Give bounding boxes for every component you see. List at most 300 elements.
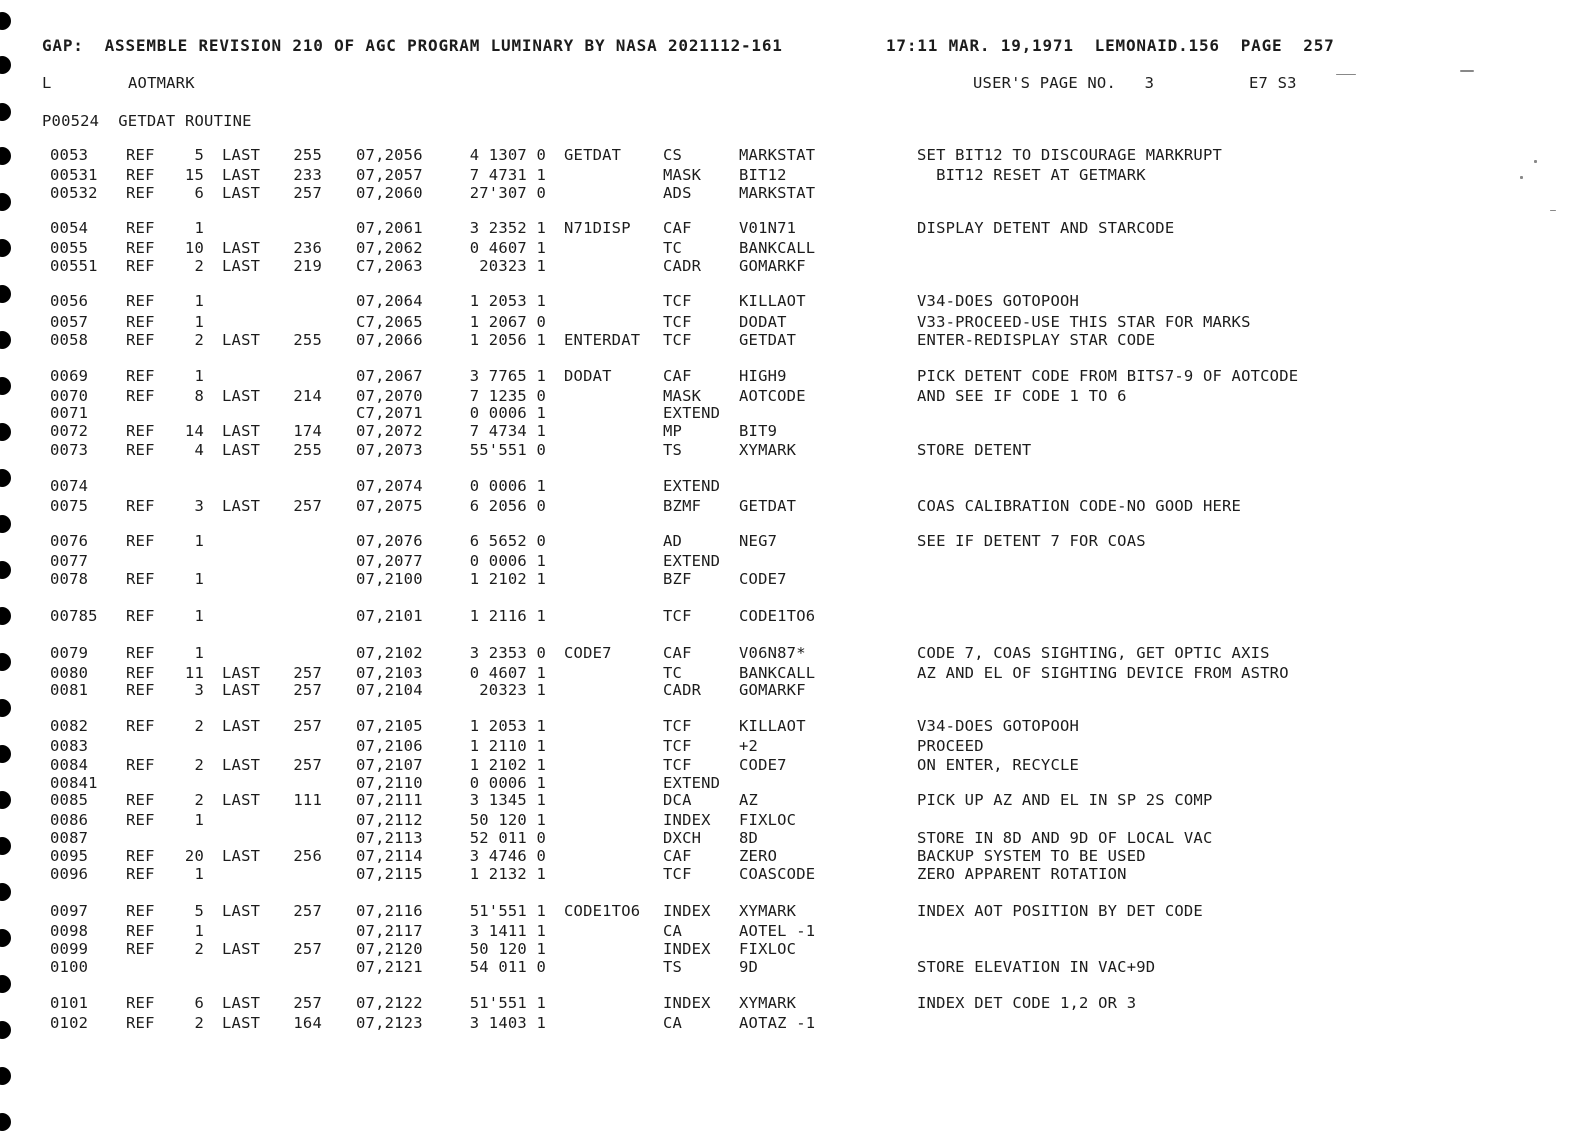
octal-word: 4 1307 0 [469,146,546,164]
ref-count: 14 [184,422,204,440]
last-tag: LAST [222,257,261,275]
octal-word: 7 1235 0 [469,387,546,405]
last-tag: LAST [222,847,261,865]
ref-tag: REF [126,811,155,829]
operand: GETDAT [739,497,797,515]
line-number: 0080 [50,664,89,682]
comment: AND SEE IF CODE 1 TO 6 [917,387,1127,405]
octal-word: 20323 1 [479,681,546,699]
ref-count: 3 [194,497,204,515]
opcode: TS [663,958,683,976]
comment: DISPLAY DETENT AND STARCODE [917,219,1175,237]
ref-tag: REF [126,570,155,588]
line-number: 0096 [50,865,89,883]
operand: ZERO [739,847,778,865]
last-page: 164 [293,1014,322,1032]
operand: CODE7 [739,756,787,774]
last-tag: LAST [222,441,261,459]
address: 07,2064 [356,292,423,310]
last-page: 174 [293,422,322,440]
octal-word: 0 0006 1 [469,404,546,422]
opcode: DCA [663,791,692,809]
comment: PICK DETENT CODE FROM BITS7-9 OF AOTCODE [917,367,1299,385]
program-name: AOTMARK [128,74,195,92]
scan-speck [1534,160,1537,163]
listing-title: GAP: ASSEMBLE REVISION 210 OF AGC PROGRAM LUMINARY BY NASA 2021112-161 [42,36,783,55]
scan-speck [1520,176,1523,179]
address: 07,2107 [356,756,423,774]
ref-count: 2 [194,756,204,774]
ref-count: 2 [194,717,204,735]
operand: AZ [739,791,759,809]
feed-hole-icon [0,929,11,947]
comment: PROCEED [917,737,984,755]
operand: DODAT [739,313,787,331]
comment: BACKUP SYSTEM TO BE USED [917,847,1146,865]
octal-word: 0 4607 1 [469,239,546,257]
operand: AOTAZ -1 [739,1014,816,1032]
ref-count: 2 [194,331,204,349]
opcode: BZF [663,570,692,588]
comment: AZ AND EL OF SIGHTING DEVICE FROM ASTRO [917,664,1289,682]
line-number: 0085 [50,791,89,809]
operand: XYMARK [739,994,797,1012]
octal-word: 52 011 0 [469,829,546,847]
octal-word: 1 2132 1 [469,865,546,883]
last-page: 256 [293,847,322,865]
ref-count: 2 [194,791,204,809]
octal-word: 3 4746 0 [469,847,546,865]
comment: ZERO APPARENT ROTATION [917,865,1127,883]
address: 07,2120 [356,940,423,958]
comment: CODE 7, COAS SIGHTING, GET OPTIC AXIS [917,644,1270,662]
ref-tag: REF [126,166,155,184]
symbol-label: ENTERDAT [564,331,641,349]
opcode: TC [663,664,683,682]
feed-hole-icon [0,377,11,395]
address: 07,2072 [356,422,423,440]
operand: HIGH9 [739,367,787,385]
line-number: 00531 [50,166,98,184]
feed-hole-icon [0,12,11,30]
symbol-label: CODE1TO6 [564,902,641,920]
last-page: 257 [293,940,322,958]
symbol-label: CODE7 [564,644,612,662]
ref-tag: REF [126,644,155,662]
address: 07,2056 [356,146,423,164]
opcode: INDEX [663,902,711,920]
last-page: 214 [293,387,322,405]
octal-word: 3 7765 1 [469,367,546,385]
last-tag: LAST [222,756,261,774]
ref-tag: REF [126,422,155,440]
address: 07,2105 [356,717,423,735]
last-page: 219 [293,257,322,275]
operand: V06N87* [739,644,806,662]
ref-count: 1 [194,607,204,625]
address: 07,2070 [356,387,423,405]
ref-tag: REF [126,387,155,405]
comment: V34-DOES GOTOPOOH [917,292,1080,310]
ref-tag: REF [126,664,155,682]
opcode: CS [663,146,683,164]
comment: SEE IF DETENT 7 FOR COAS [917,532,1146,550]
sector-code: E7 S3 [1249,74,1297,92]
last-tag: LAST [222,681,261,699]
opcode: CAF [663,367,692,385]
operand: NEG7 [739,532,778,550]
address: 07,2114 [356,847,423,865]
octal-word: 3 2353 0 [469,644,546,662]
last-tag: LAST [222,497,261,515]
last-tag: LAST [222,664,261,682]
opcode: EXTEND [663,477,721,495]
line-number: 0082 [50,717,89,735]
last-tag: LAST [222,940,261,958]
last-page: 255 [293,146,322,164]
ref-tag: REF [126,292,155,310]
address: C7,2065 [356,313,423,331]
ref-count: 1 [194,219,204,237]
opcode: TCF [663,717,692,735]
octal-word: 0 0006 1 [469,552,546,570]
octal-word: 0 0006 1 [469,774,546,792]
ref-count: 1 [194,292,204,310]
feed-hole-icon [0,1113,11,1131]
line-number: 0078 [50,570,89,588]
ref-count: 2 [194,940,204,958]
line-number: 0079 [50,644,89,662]
feed-hole-icon [0,423,11,441]
symbol-label: GETDAT [564,146,622,164]
opcode: BZMF [663,497,702,515]
octal-word: 1 2102 1 [469,570,546,588]
listing-timestamp-page: 17:11 MAR. 19,1971 LEMONAID.156 PAGE 257 [886,36,1335,55]
opcode: ADS [663,184,692,202]
ref-tag: REF [126,902,155,920]
symbol-label: DODAT [564,367,612,385]
line-number: 0072 [50,422,89,440]
opcode: CAF [663,644,692,662]
ref-tag: REF [126,756,155,774]
octal-word: 1 2102 1 [469,756,546,774]
operand: AOTCODE [739,387,806,405]
comment: STORE ELEVATION IN VAC+9D [917,958,1156,976]
octal-word: 1 2067 0 [469,313,546,331]
opcode: MP [663,422,683,440]
address: 07,2123 [356,1014,423,1032]
scan-speck [1336,74,1356,75]
last-tag: LAST [222,146,261,164]
ref-count: 8 [194,387,204,405]
last-tag: LAST [222,994,261,1012]
ref-count: 15 [184,166,204,184]
octal-word: 20323 1 [479,257,546,275]
address: 07,2075 [356,497,423,515]
address: 07,2102 [356,644,423,662]
operand: MARKSTAT [739,184,816,202]
feed-hole-icon [0,469,11,487]
octal-word: 3 1411 1 [469,922,546,940]
comment: BIT12 RESET AT GETMARK [917,166,1146,184]
last-page: 257 [293,902,322,920]
last-tag: LAST [222,184,261,202]
line-number: 00785 [50,607,98,625]
address: 07,2101 [356,607,423,625]
comment: ENTER-REDISPLAY STAR CODE [917,331,1156,349]
opcode: CADR [663,257,702,275]
opcode: MASK [663,387,702,405]
last-page: 257 [293,994,322,1012]
octal-word: 1 2116 1 [469,607,546,625]
operand: CODE7 [739,570,787,588]
address: 07,2057 [356,166,423,184]
opcode: CA [663,922,683,940]
last-page: 257 [293,756,322,774]
line-number: 0099 [50,940,89,958]
comment: ON ENTER, RECYCLE [917,756,1080,774]
octal-word: 1 2053 1 [469,292,546,310]
last-page: 255 [293,331,322,349]
operand: BIT12 [739,166,787,184]
ref-count: 1 [194,865,204,883]
octal-word: 0 0006 1 [469,477,546,495]
ref-tag: REF [126,922,155,940]
line-number: 0081 [50,681,89,699]
comment: INDEX AOT POSITION BY DET CODE [917,902,1203,920]
line-number: 0053 [50,146,89,164]
octal-word: 50 120 1 [469,811,546,829]
address: 07,2066 [356,331,423,349]
opcode: CAF [663,847,692,865]
ref-tag: REF [126,184,155,202]
ref-tag: REF [126,791,155,809]
ref-tag: REF [126,607,155,625]
opcode: INDEX [663,811,711,829]
opcode: MASK [663,166,702,184]
opcode: INDEX [663,940,711,958]
feed-hole-icon [0,699,11,717]
opcode: TCF [663,331,692,349]
line-number: 0075 [50,497,89,515]
ref-tag: REF [126,1014,155,1032]
operand: +2 [739,737,759,755]
last-tag: LAST [222,387,261,405]
address: 07,2112 [356,811,423,829]
octal-word: 7 4734 1 [469,422,546,440]
octal-word: 27'307 0 [469,184,546,202]
last-page: 257 [293,717,322,735]
octal-word: 51'551 1 [469,902,546,920]
operand: GOMARKF [739,257,806,275]
address: 07,2067 [356,367,423,385]
ref-tag: REF [126,717,155,735]
feed-hole-icon [0,285,11,303]
operand: MARKSTAT [739,146,816,164]
ref-count: 5 [194,902,204,920]
ref-count: 4 [194,441,204,459]
ref-count: 10 [184,239,204,257]
section-title: P00524 GETDAT ROUTINE [42,112,252,130]
feed-hole-icon [0,56,11,74]
ref-tag: REF [126,219,155,237]
feed-hole-icon [0,653,11,671]
opcode: TC [663,239,683,257]
address: 07,2115 [356,865,423,883]
operand: KILLAOT [739,292,806,310]
opcode: INDEX [663,994,711,1012]
ref-tag: REF [126,940,155,958]
line-number: 0056 [50,292,89,310]
ref-count: 1 [194,570,204,588]
feed-hole-icon [0,193,11,211]
line-number: 0069 [50,367,89,385]
line-number: 0102 [50,1014,89,1032]
ref-count: 11 [184,664,204,682]
operand: GOMARKF [739,681,806,699]
line-number: 0073 [50,441,89,459]
ref-tag: REF [126,865,155,883]
feed-hole-icon [0,515,11,533]
operand: AOTEL -1 [739,922,816,940]
ref-count: 1 [194,313,204,331]
line-number: 0054 [50,219,89,237]
ref-tag: REF [126,681,155,699]
opcode: TCF [663,292,692,310]
last-tag: LAST [222,717,261,735]
scan-speck [1460,70,1474,72]
feed-hole-icon [0,837,11,855]
ref-tag: REF [126,441,155,459]
line-number: 00841 [50,774,98,792]
octal-word: 54 011 0 [469,958,546,976]
feed-hole-icon [0,607,11,625]
last-page: 111 [293,791,322,809]
feed-hole-icon [0,1067,11,1085]
operand: BANKCALL [739,664,816,682]
ref-count: 2 [194,1014,204,1032]
opcode: EXTEND [663,404,721,422]
last-page: 257 [293,664,322,682]
address: 07,2061 [356,219,423,237]
last-tag: LAST [222,239,261,257]
address: 07,2113 [356,829,423,847]
operand: XYMARK [739,441,797,459]
address: 07,2106 [356,737,423,755]
line-number: 0074 [50,477,89,495]
feed-hole-icon [0,561,11,579]
last-tag: LAST [222,422,261,440]
operand: CODE1TO6 [739,607,816,625]
ref-count: 6 [194,994,204,1012]
ref-count: 1 [194,367,204,385]
line-number: 0070 [50,387,89,405]
feed-hole-icon [0,975,11,993]
octal-word: 3 1345 1 [469,791,546,809]
ref-tag: REF [126,146,155,164]
address: 07,2110 [356,774,423,792]
line-number: 0076 [50,532,89,550]
address: 07,2060 [356,184,423,202]
octal-word: 1 2053 1 [469,717,546,735]
last-tag: LAST [222,1014,261,1032]
line-number: 0071 [50,404,89,422]
line-number: 0077 [50,552,89,570]
opcode: TCF [663,756,692,774]
address: 07,2103 [356,664,423,682]
opcode: AD [663,532,683,550]
last-tag: LAST [222,902,261,920]
opcode: TCF [663,313,692,331]
octal-word: 6 2056 0 [469,497,546,515]
feed-hole-icon [0,791,11,809]
last-page: 257 [293,497,322,515]
octal-word: 6 5652 0 [469,532,546,550]
operand: XYMARK [739,902,797,920]
address: 07,2116 [356,902,423,920]
address: 07,2100 [356,570,423,588]
comment: STORE IN 8D AND 9D OF LOCAL VAC [917,829,1213,847]
octal-word: 1 2056 1 [469,331,546,349]
line-number: 0055 [50,239,89,257]
line-number: 0098 [50,922,89,940]
address: 07,2062 [356,239,423,257]
line-number: 00532 [50,184,98,202]
last-page: 257 [293,184,322,202]
address: 07,2077 [356,552,423,570]
opcode: CADR [663,681,702,699]
feed-hole-icon [0,147,11,165]
opcode: CAF [663,219,692,237]
ref-count: 5 [194,146,204,164]
opcode: EXTEND [663,774,721,792]
octal-word: 0 4607 1 [469,664,546,682]
feed-hole-icon [0,745,11,763]
feed-hole-icon [0,331,11,349]
symbol-label: N71DISP [564,219,631,237]
ref-tag: REF [126,367,155,385]
ref-tag: REF [126,331,155,349]
user-page-number: USER'S PAGE NO. 3 [973,74,1155,92]
opcode: DXCH [663,829,702,847]
address: 07,2074 [356,477,423,495]
address: 07,2104 [356,681,423,699]
comment: SET BIT12 TO DISCOURAGE MARKRUPT [917,146,1223,164]
octal-word: 7 4731 1 [469,166,546,184]
operand: 9D [739,958,759,976]
address: C7,2071 [356,404,423,422]
operand: 8D [739,829,759,847]
octal-word: 51'551 1 [469,994,546,1012]
address: 07,2122 [356,994,423,1012]
line-number: 0086 [50,811,89,829]
opcode: CA [663,1014,683,1032]
operand: GETDAT [739,331,797,349]
comment: COAS CALIBRATION CODE-NO GOOD HERE [917,497,1242,515]
operand: KILLAOT [739,717,806,735]
ref-tag: REF [126,257,155,275]
line-number: 0100 [50,958,89,976]
address: 07,2117 [356,922,423,940]
opcode: TCF [663,737,692,755]
comment: INDEX DET CODE 1,2 OR 3 [917,994,1137,1012]
operand: V01N71 [739,219,797,237]
operand: COASCODE [739,865,816,883]
ref-count: 2 [194,257,204,275]
feed-hole-icon [0,883,11,901]
opcode: TCF [663,607,692,625]
comment: V33-PROCEED-USE THIS STAR FOR MARKS [917,313,1251,331]
